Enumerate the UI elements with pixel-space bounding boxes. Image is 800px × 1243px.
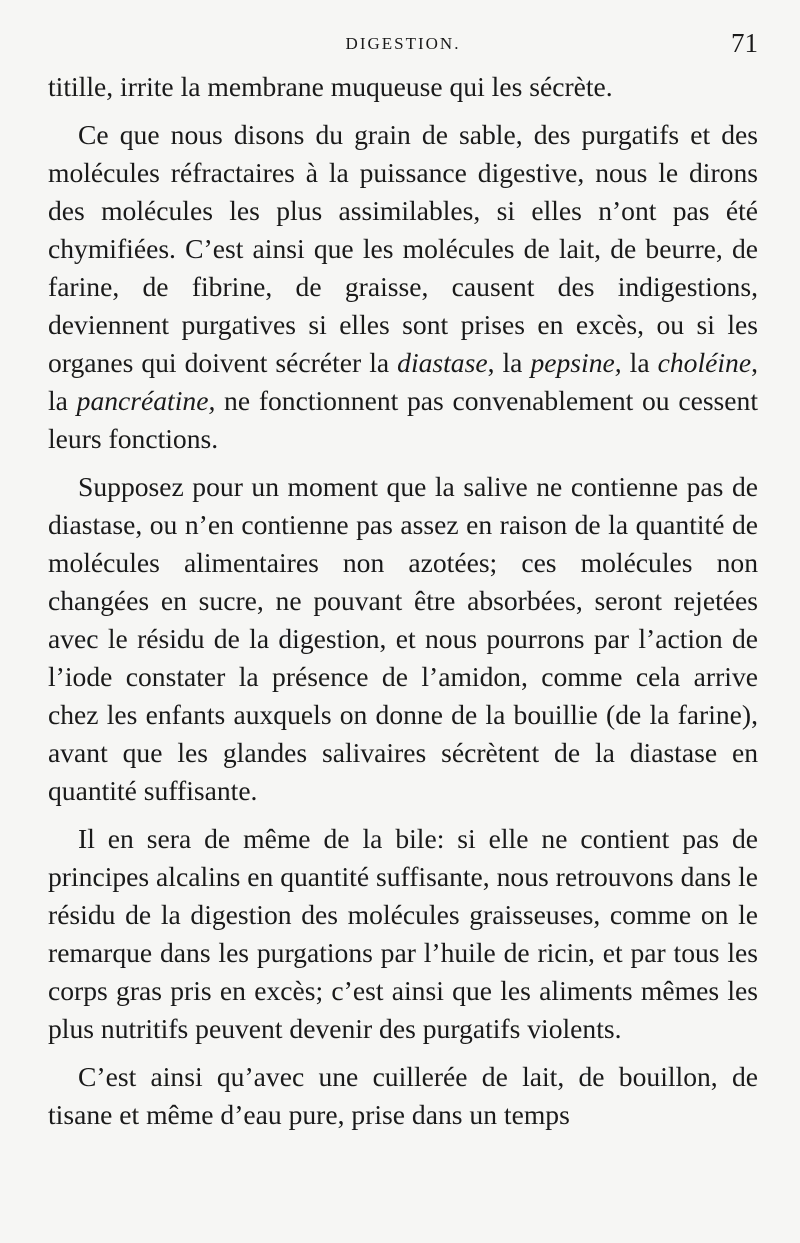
term-pancreatine: pancréatine,: [76, 385, 216, 416]
page-header: [48, 30, 758, 60]
paragraph-bile: Il en sera de même de la bile: si elle ne contient pas de principes alcalins en quantité suffisante, nous retrouvons dans le résidu de la digestion des molécules graisseuses, comme on le remarque dans les purgations par l’huile de ricin, et par tous les corps gras pris en excès; c’est ainsi que les aliments mêmes les plus nutritifs peuvent devenir des purgatifs violents.: [48, 823, 758, 1044]
paragraph-text: la: [621, 347, 658, 378]
page-number: 71: [731, 28, 758, 58]
running-head: DIGESTION.: [345, 34, 461, 53]
body-text: [48, 68, 758, 1144]
paragraph-digestive-molecules: [48, 116, 758, 458]
term-diastase: diastase: [397, 347, 488, 378]
paragraph-salive: Supposez pour un moment que la salive ne contienne pas de diastase, ou n’en contienne pas assez en raison de la quantité de molécules alimentaires non azotées; ces molécules non changées en sucre, ne pouvant être absorbées, seront rejetées avec le résidu de la digestion, et nous pourrons par l’action de l’iode constater la présence de l’amidon, comme cela arrive chez les enfants auxquels on donne de la bouillie (de la farine), avant que les glandes salivaires sécrètent de la diastase en quantité suffisante.: [48, 471, 758, 806]
paragraph-continued: titille, irrite la membrane muqueuse qui les sécrète.: [48, 71, 613, 102]
paragraph-cuilleree: C’est ainsi qu’avec une cuillerée de lait, de bouillon, de tisane et même d’eau pure, prise dans un temps: [48, 1061, 758, 1130]
paragraph-text: Ce que nous disons du grain de sable, des purgatifs et des molécules réfractaires à la puissance digestive, nous le dirons des molécules les plus assimilables, si elles n’ont pas été chymifiées. C’est ainsi que les molécules de lait, de beurre, de farine, de fibrine, de graisse, causent des indigestions, deviennent purgatives si elles sont prises en excès, ou si les organes qui doivent sécréter la: [48, 119, 758, 378]
term-pepsine: pepsine,: [530, 347, 622, 378]
term-choleine: choléine: [657, 347, 752, 378]
paragraph-text: ne fonctionnent pas convenablement ou cessent leurs fonctions.: [48, 385, 759, 454]
paragraph-text: , la: [48, 347, 758, 416]
paragraph-text: , la: [487, 347, 531, 378]
